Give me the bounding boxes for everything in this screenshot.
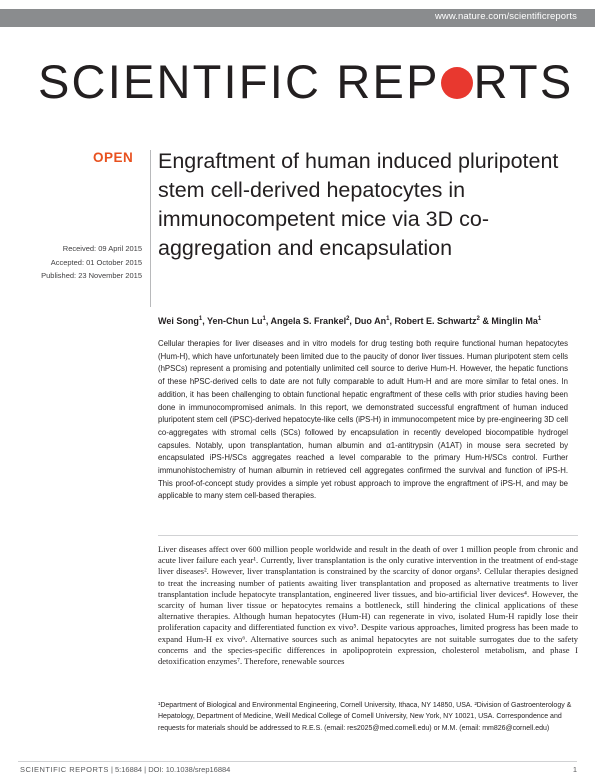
footer-journal: SCIENTIFIC REPORTS: [20, 765, 109, 774]
author-affiliation-mark: 2: [346, 316, 350, 322]
page-footer: [0, 753, 595, 782]
author-separator: ,: [265, 316, 271, 326]
author-affiliation-mark: 1: [198, 316, 203, 322]
journal-name-part2: RTS: [473, 55, 574, 108]
top-banner: [0, 0, 595, 30]
article-dates: [41, 242, 142, 283]
journal-name-part1: SCIENTIFIC REP: [38, 55, 440, 108]
logo-o-dot: [441, 67, 473, 99]
page-number: 1: [572, 765, 577, 774]
author-name: Angela S. Frankel: [270, 316, 347, 326]
author-name: Minglin Ma: [491, 316, 538, 326]
body-text: Liver diseases affect over 600 million people worldwide and result in the death of over 1 million people from chronic and acute liver failure each year¹. Currently, liver transplantation is the only curative intervention in the treatment of end-stage liver diseases². However, liver transplantation is constrained by the scarcity of donor organs³. Cellular therapies designed to treat the increasing number of patients awaiting liver transplantation and proposed as alternative treatments to liver transplantation include hepatocyte transplantation, engineered liver tissues, and bio-artificial liver devices⁴. However, the scarcity of human liver tissue or hepatocytes remains a bottleneck, still hindering the clinical applications of these alternative therapies. Although human hepatocytes (Hum-H) can regenerate in vivo, isolated Hum-H rapidly lose their proliferation capacity and differentiated function ex vivo⁵. Despite various approaches, limited progress has been made to expand Hum-H ex vivo⁶. Alternative sources such as animal hepatocytes are not suitable surrogates due to the safety concerns and the species-specific differences in apolipoprotein expression, cholesterol metabolism, and phase I detoxification enzymes⁷. Therefore, renewable sources: [158, 544, 578, 667]
author-name: Robert E. Schwartz: [394, 316, 477, 326]
received-date: Received: 09 April 2015: [62, 244, 142, 253]
journal-url-link[interactable]: www.nature.com/scientificreports: [434, 11, 577, 22]
journal-logo: [38, 55, 578, 108]
published-date: Published: 23 November 2015: [41, 271, 142, 280]
author-affiliation-mark: 2: [476, 316, 480, 322]
author-separator: ,: [349, 316, 355, 326]
footer-citation: [20, 765, 230, 774]
author-name: Duo An: [354, 316, 387, 326]
author-separator: ,: [202, 316, 208, 326]
section-divider: [158, 535, 578, 536]
author-separator: ,: [389, 316, 395, 326]
author-affiliation-mark: 1: [262, 316, 266, 322]
abstract: Cellular therapies for liver diseases and in vitro models for drug testing both require functional human hepatocytes (Hum-H), which have unfortunately been limited due to the paucity of donor liver tissues. Human pluripotent stem cells (hPSCs) represent a promising and potentially unlimited cell source to derive Hum-H. However, the hepatic functions of these hPSC-derived cells to date are not fully comparable to adult Hum-H and are more similar to fetal ones. In addition, it has been challenging to obtain functional hepatic engraftment of these cells with prior studies having been done in immunocompromised animals. In this report, we demonstrated successful engraftment of human induced pluripotent stem cell (iPSC)-derived hepatocyte-like cells (iPS-H) in immunocompetent mice by pre-engineering 3D cell co-aggregates with stromal cells (SCs) followed by encapsulation in recently developed biocompatible hydrogel capsules. Notably, upon transplantation, human albumin and α1-antitrypsin (A1AT) in mouse sera secreted by encapsulated iPS-H/SCs aggregates reached a level comparable to the primary Hum-H/SCs control. Further immunohistochemistry of human albumin in retrieved cell aggregates confirmed the survival and function of iPS-H. This proof-of-concept study provides a simple yet robust approach to improve the engraftment of iPS-H, and may be applicable to many stem cell-based therapies.: [158, 339, 568, 501]
author-affiliation-mark: 1: [537, 316, 542, 322]
author-name: Wei Song: [158, 316, 199, 326]
article-title: Engraftment of human induced pluripotent stem cell-derived hepatocytes in immunocompetent mice via 3D co-aggregation and encapsulation: [158, 149, 559, 260]
author-separator: &: [479, 316, 492, 326]
affiliations: ¹Department of Biological and Environmental Engineering, Cornell University, Ithaca, NY 14850, USA. ²Division of Gastroenterology & Hepatology, Department of Medicine, Weill Medical College of Cornell University, New York, NY 10021, USA. Correspondence and requests for materials should be addressed to R.E.S. (email: res2025@med.cornell.edu) or M.M. (email: mm826@cornell.edu): [158, 702, 572, 732]
open-access-label: OPEN: [93, 150, 134, 165]
accepted-date: Accepted: 01 October 2015: [50, 257, 142, 267]
footer-doi: | 5:16884 | DOI: 10.1038/srep16884: [108, 765, 231, 774]
author-list: [158, 316, 578, 326]
footer-rule: [18, 761, 577, 762]
title-divider: [150, 150, 151, 307]
author-affiliation-mark: 1: [386, 316, 390, 322]
author-name: Yen-Chun Lu: [207, 316, 263, 326]
